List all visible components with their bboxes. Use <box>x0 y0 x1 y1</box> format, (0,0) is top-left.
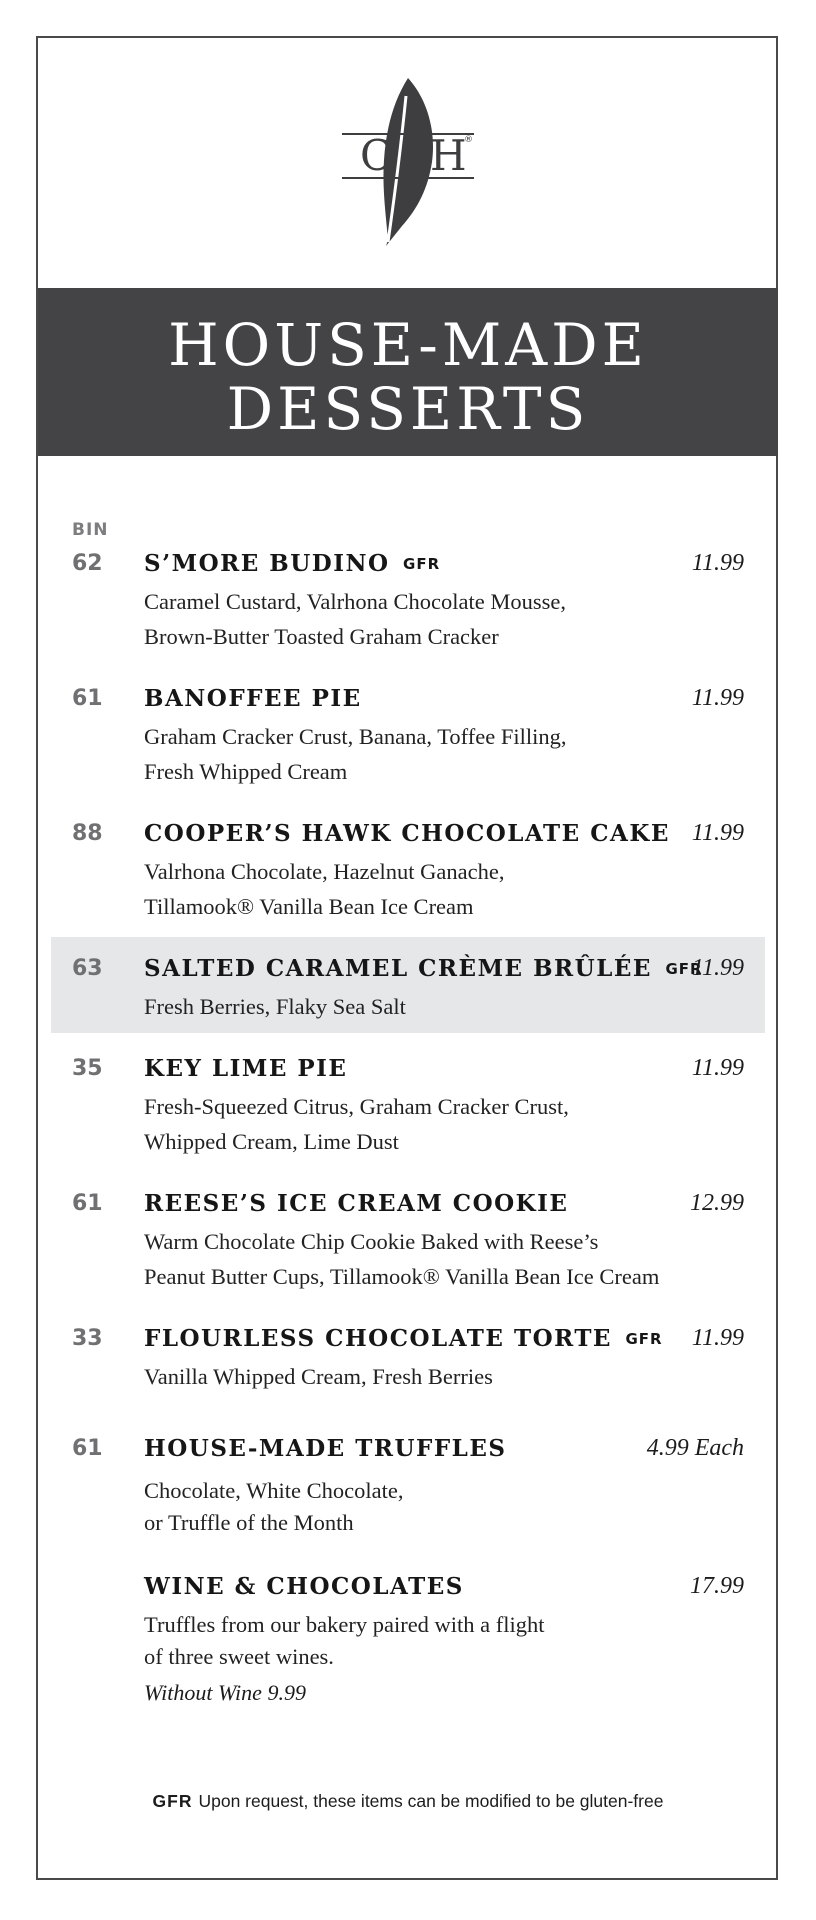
item-price: 11.99 <box>691 1055 744 1081</box>
item-bin: 61 <box>72 686 103 711</box>
item-description: Brown-Butter Toasted Graham Cracker <box>144 624 499 649</box>
item-description: Fresh Berries, Flaky Sea Salt <box>144 994 406 1019</box>
item-price: 11.99 <box>691 1325 744 1351</box>
item-name: WINE & CHOCOLATES <box>144 1573 464 1600</box>
item-description: Truffles from our bakery paired with a flight <box>144 1612 545 1637</box>
banner-title-line2: DESSERTS <box>226 375 590 443</box>
item-description: or Truffle of the Month <box>144 1510 354 1535</box>
item-bin: 63 <box>72 956 103 981</box>
item-bin: 35 <box>72 1056 103 1081</box>
item-name: FLOURLESS CHOCOLATE TORTE GFR <box>144 1325 663 1352</box>
item-price: 11.99 <box>691 685 744 711</box>
item-description: Tillamook® Vanilla Bean Ice Cream <box>144 894 474 919</box>
item-description: of three sweet wines. <box>144 1644 334 1669</box>
logo-registered: ® <box>464 135 473 145</box>
item-description: Warm Chocolate Chip Cookie Baked with Reese’s <box>144 1229 599 1254</box>
item-bin: 33 <box>72 1326 103 1351</box>
item-description: Peanut Butter Cups, Tillamook® Vanilla Bean Ice Cream <box>144 1264 660 1289</box>
item-price: 17.99 <box>690 1573 744 1599</box>
item-description: Chocolate, White Chocolate, <box>144 1478 404 1503</box>
item-name: KEY LIME PIE <box>144 1055 348 1082</box>
logo-letter-h: H <box>430 131 467 180</box>
item-price: 4.99 Each <box>646 1435 744 1461</box>
item-description: Valrhona Chocolate, Hazelnut Ganache, <box>144 859 505 884</box>
item-name: REESE’S ICE CREAM COOKIE <box>144 1190 569 1217</box>
item-bin: 88 <box>72 821 103 846</box>
item-price: 11.99 <box>691 820 744 846</box>
gfr-footnote-text: Upon request, these items can be modified to be gluten-free <box>198 1791 664 1811</box>
item-bin: 62 <box>72 551 103 576</box>
item-name: BANOFFEE PIE <box>144 685 362 712</box>
item-bin: 61 <box>72 1436 103 1461</box>
gfr-footnote <box>0 1791 816 1812</box>
item-name: SALTED CARAMEL CRÈME BRÛLÉE GFR <box>144 955 703 982</box>
item-name: S’MORE BUDINO GFR <box>144 550 441 577</box>
item-description: Vanilla Whipped Cream, Fresh Berries <box>144 1364 493 1389</box>
title-banner <box>38 288 778 456</box>
item-name: HOUSE-MADE TRUFFLES <box>144 1435 507 1462</box>
item-price: 11.99 <box>691 550 744 576</box>
item-name: COOPER’S HAWK CHOCOLATE CAKE <box>144 820 670 847</box>
banner-title-line1: HOUSE-MADE <box>168 311 648 379</box>
item-description: Fresh Whipped Cream <box>144 759 348 784</box>
item-note: Without Wine 9.99 <box>144 1680 306 1705</box>
item-bin: 61 <box>72 1191 103 1216</box>
bin-column-header: BIN <box>72 520 109 540</box>
gfr-badge: GFR <box>625 1330 663 1348</box>
item-description: Whipped Cream, Lime Dust <box>144 1129 399 1154</box>
gfr-badge: GFR <box>403 555 441 573</box>
gfr-key: GFR <box>152 1791 193 1811</box>
logo-letter-c: C <box>360 131 393 180</box>
item-description: Fresh-Squeezed Citrus, Graham Cracker Crust, <box>144 1094 569 1119</box>
gfr-badge: GFR <box>665 960 703 978</box>
item-price: 12.99 <box>690 1190 744 1216</box>
item-description: Graham Cracker Crust, Banana, Toffee Filling, <box>144 724 567 749</box>
item-price: 11.99 <box>691 955 744 981</box>
item-description: Caramel Custard, Valrhona Chocolate Mousse, <box>144 589 566 614</box>
ch-feather-logo <box>330 76 480 248</box>
